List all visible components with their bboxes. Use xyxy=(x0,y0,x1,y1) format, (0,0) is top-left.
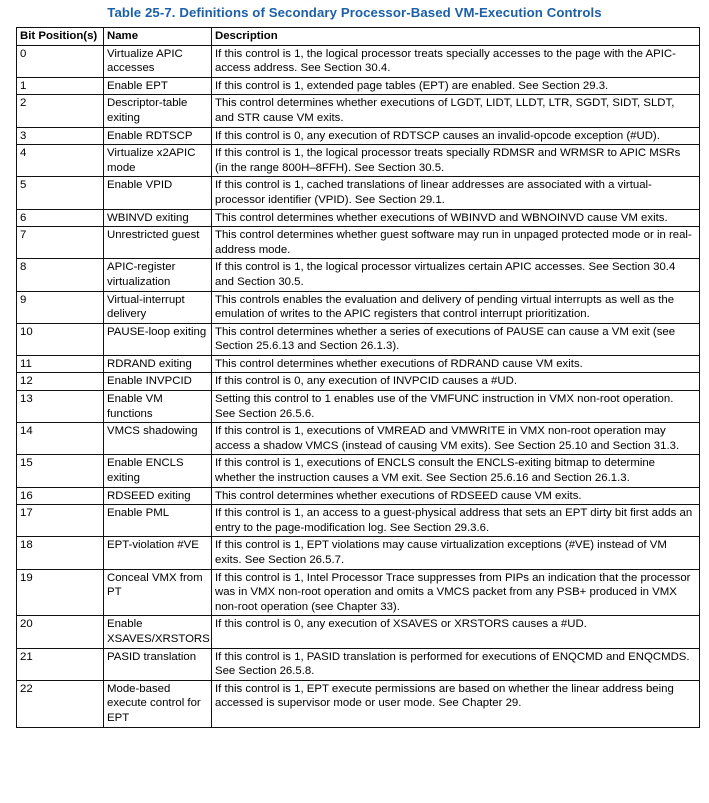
cell-name: Enable EPT xyxy=(104,77,212,95)
cell-name: Descriptor-table exiting xyxy=(104,95,212,127)
cell-name: APIC-register virtualization xyxy=(104,259,212,291)
cell-name: WBINVD exiting xyxy=(104,209,212,227)
cell-description: If this control is 1, EPT execute permissions are based on whether the linear address being accessed is supervisor mode or user mode. See Chapter 29. xyxy=(212,680,700,727)
table-row xyxy=(17,323,700,355)
cell-bit-position: 17 xyxy=(17,505,104,537)
definitions-table xyxy=(16,27,700,728)
cell-bit-position: 12 xyxy=(17,373,104,391)
cell-description: This control determines whether executions of RDSEED cause VM exits. xyxy=(212,487,700,505)
cell-bit-position: 3 xyxy=(17,127,104,145)
cell-bit-position: 1 xyxy=(17,77,104,95)
cell-name: Virtual-interrupt delivery xyxy=(104,291,212,323)
cell-name: Enable ENCLS exiting xyxy=(104,455,212,487)
cell-bit-position: 10 xyxy=(17,323,104,355)
cell-name: Virtualize x2APIC mode xyxy=(104,145,212,177)
cell-bit-position: 13 xyxy=(17,391,104,423)
cell-description: If this control is 1, an access to a guest-physical address that sets an EPT dirty bit first adds an entry to the page-modification log. See Section 29.3.6. xyxy=(212,505,700,537)
cell-bit-position: 19 xyxy=(17,569,104,616)
cell-bit-position: 6 xyxy=(17,209,104,227)
cell-name: Virtualize APIC accesses xyxy=(104,45,212,77)
cell-bit-position: 7 xyxy=(17,227,104,259)
cell-name: PASID translation xyxy=(104,648,212,680)
cell-bit-position: 21 xyxy=(17,648,104,680)
cell-description: If this control is 1, the logical processor treats specially accesses to the page with the APIC-access address. See Section 30.4. xyxy=(212,45,700,77)
table-row xyxy=(17,209,700,227)
cell-name: Enable VM functions xyxy=(104,391,212,423)
table-row xyxy=(17,259,700,291)
cell-name: RDRAND exiting xyxy=(104,355,212,373)
cell-bit-position: 14 xyxy=(17,423,104,455)
cell-description: This control determines whether a series of executions of PAUSE can cause a VM exit (see Section 25.6.13 and Section 26.1.3). xyxy=(212,323,700,355)
cell-description: If this control is 1, executions of ENCLS consult the ENCLS-exiting bitmap to determine whether the instruction causes a VM exit. See Section 25.6.16 and Section 26.1.3. xyxy=(212,455,700,487)
cell-bit-position: 18 xyxy=(17,537,104,569)
table-row xyxy=(17,127,700,145)
cell-bit-position: 15 xyxy=(17,455,104,487)
cell-name: VMCS shadowing xyxy=(104,423,212,455)
cell-description: If this control is 1, Intel Processor Trace suppresses from PIPs an indication that the processor was in VMX non-root operation and omits a VMCS packet from any PSB+ produced in VMX non-root operation (see Chapter 33). xyxy=(212,569,700,616)
cell-name: EPT-violation #VE xyxy=(104,537,212,569)
header-description: Description xyxy=(212,28,700,46)
table-row xyxy=(17,373,700,391)
cell-description: If this control is 1, extended page tables (EPT) are enabled. See Section 29.3. xyxy=(212,77,700,95)
cell-name: Enable VPID xyxy=(104,177,212,209)
cell-description: This control determines whether executions of RDRAND cause VM exits. xyxy=(212,355,700,373)
table-body xyxy=(17,45,700,727)
table-row xyxy=(17,77,700,95)
cell-description: If this control is 1, EPT violations may cause virtualization exceptions (#VE) instead of VM exits. See Section 26.5.7. xyxy=(212,537,700,569)
cell-bit-position: 5 xyxy=(17,177,104,209)
table-row xyxy=(17,391,700,423)
table-row xyxy=(17,145,700,177)
header-row xyxy=(17,28,700,46)
table-row xyxy=(17,680,700,727)
cell-bit-position: 20 xyxy=(17,616,104,648)
cell-name: Enable RDTSCP xyxy=(104,127,212,145)
cell-name: Enable XSAVES/XRSTORS xyxy=(104,616,212,648)
cell-description: This control determines whether guest software may run in unpaged protected mode or in real-address mode. xyxy=(212,227,700,259)
cell-description: If this control is 1, PASID translation is performed for executions of ENQCMD and ENQCMDS. See Section 26.5.8. xyxy=(212,648,700,680)
cell-bit-position: 8 xyxy=(17,259,104,291)
cell-bit-position: 4 xyxy=(17,145,104,177)
cell-bit-position: 16 xyxy=(17,487,104,505)
table-row xyxy=(17,227,700,259)
cell-description: If this control is 1, cached translations of linear addresses are associated with a virtual-processor identifier (VPID). See Section 29.1. xyxy=(212,177,700,209)
table-row xyxy=(17,537,700,569)
cell-name: PAUSE-loop exiting xyxy=(104,323,212,355)
table-caption: Table 25-7. Definitions of Secondary Processor-Based VM-Execution Controls xyxy=(107,5,602,20)
cell-description: If this control is 0, any execution of XSAVES or XRSTORS causes a #UD. xyxy=(212,616,700,648)
cell-description: If this control is 1, the logical processor virtualizes certain APIC accesses. See Section 30.4 and Section 30.5. xyxy=(212,259,700,291)
table-row xyxy=(17,455,700,487)
cell-description: This controls enables the evaluation and delivery of pending virtual interrupts as well as the emulation of writes to the APIC registers that control interrupt prioritization. xyxy=(212,291,700,323)
cell-description: If this control is 0, any execution of RDTSCP causes an invalid-opcode exception (#UD). xyxy=(212,127,700,145)
table-row xyxy=(17,177,700,209)
cell-bit-position: 22 xyxy=(17,680,104,727)
cell-bit-position: 2 xyxy=(17,95,104,127)
cell-bit-position: 11 xyxy=(17,355,104,373)
cell-description: Setting this control to 1 enables use of the VMFUNC instruction in VMX non-root operation. See Section 26.5.6. xyxy=(212,391,700,423)
cell-name: Conceal VMX from PT xyxy=(104,569,212,616)
table-row xyxy=(17,291,700,323)
table-row xyxy=(17,355,700,373)
cell-description: If this control is 1, the logical processor treats specially RDMSR and WRMSR to APIC MSRs (in the range 800H–8FFH). See Section 30.5. xyxy=(212,145,700,177)
cell-bit-position: 9 xyxy=(17,291,104,323)
cell-description: If this control is 1, executions of VMREAD and VMWRITE in VMX non-root operation may access a shadow VMCS (instead of causing VM exits). See Section 25.10 and Section 31.3. xyxy=(212,423,700,455)
header-bit-position: Bit Position(s) xyxy=(17,28,104,46)
cell-name: Enable INVPCID xyxy=(104,373,212,391)
table-row xyxy=(17,505,700,537)
table-row xyxy=(17,423,700,455)
header-name: Name xyxy=(104,28,212,46)
cell-name: Mode-based execute control for EPT xyxy=(104,680,212,727)
cell-description: This control determines whether executions of LGDT, LIDT, LLDT, LTR, SGDT, SIDT, SLDT, and STR cause VM exits. xyxy=(212,95,700,127)
table-row xyxy=(17,95,700,127)
cell-name: Unrestricted guest xyxy=(104,227,212,259)
table-row xyxy=(17,45,700,77)
cell-description: This control determines whether executions of WBINVD and WBNOINVD cause VM exits. xyxy=(212,209,700,227)
table-row xyxy=(17,487,700,505)
table-row xyxy=(17,616,700,648)
cell-name: RDSEED exiting xyxy=(104,487,212,505)
table-row xyxy=(17,569,700,616)
cell-name: Enable PML xyxy=(104,505,212,537)
table-row xyxy=(17,648,700,680)
cell-bit-position: 0 xyxy=(17,45,104,77)
cell-description: If this control is 0, any execution of INVPCID causes a #UD. xyxy=(212,373,700,391)
